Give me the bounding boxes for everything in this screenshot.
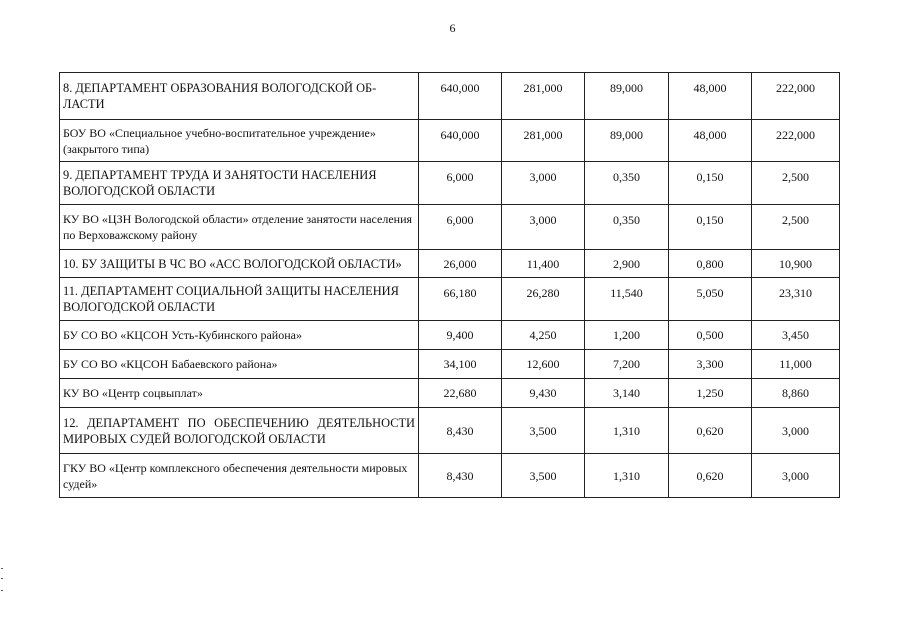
value-cell: 1,200 [585,321,669,350]
value-cell: 48,000 [669,120,752,162]
row-name: БОУ ВО «Специальное учебно-воспитательное учреждение» (закрытого типа) [60,120,419,162]
value-cell: 48,000 [669,73,752,120]
value-cell: 0,800 [669,250,752,278]
scan-edge-mark [1,590,3,591]
value-cell: 2,900 [585,250,669,278]
value-cell: 1,310 [585,408,669,454]
value-cell: 89,000 [585,120,669,162]
value-cell: 3,500 [502,454,585,498]
value-cell: 9,430 [502,379,585,408]
scan-edge-mark [1,568,3,569]
value-cell: 0,350 [585,162,669,205]
value-cell: 34,100 [419,350,502,379]
table-row [60,162,840,205]
value-cell: 6,000 [419,162,502,205]
row-name: БУ СО ВО «КЦСОН Бабаевского района» [60,350,419,379]
value-cell: 3,450 [752,321,840,350]
table-row [60,73,840,120]
table-row [60,321,840,350]
value-cell: 7,200 [585,350,669,379]
budget-table [59,72,840,498]
table-row [60,454,840,498]
value-cell: 66,180 [419,278,502,321]
value-cell: 6,000 [419,205,502,250]
value-cell: 222,000 [752,73,840,120]
value-cell: 3,000 [752,408,840,454]
row-name: БУ СО ВО «КЦСОН Усть-Кубинского района» [60,321,419,350]
value-cell: 281,000 [502,73,585,120]
table-row [60,350,840,379]
value-cell: 3,500 [502,408,585,454]
value-cell: 8,430 [419,408,502,454]
row-name: ГКУ ВО «Центр комплексного обеспечения деятельности мировых судей» [60,454,419,498]
value-cell: 26,280 [502,278,585,321]
row-name: 12. ДЕПАРТАМЕНТ ПО ОБЕСПЕЧЕНИЮ ДЕЯТЕЛЬНОСТИ МИРОВЫХ СУДЕЙ ВОЛОГОДСКОЙ ОБЛАСТИ [60,408,419,454]
value-cell: 0,150 [669,162,752,205]
value-cell: 222,000 [752,120,840,162]
value-cell: 22,680 [419,379,502,408]
value-cell: 1,250 [669,379,752,408]
value-cell: 10,900 [752,250,840,278]
value-cell: 3,000 [502,162,585,205]
row-name: 10. БУ ЗАЩИТЫ В ЧС ВО «АСС ВОЛОГОДСКОЙ ОБЛАСТИ» [60,250,419,278]
row-name: 9. ДЕПАРТАМЕНТ ТРУДА И ЗАНЯТОСТИ НАСЕЛЕНИЯ ВОЛОГОДСКОЙ ОБЛАСТИ [60,162,419,205]
page-number: 6 [449,21,456,35]
table-row [60,408,840,454]
row-name: 8. ДЕПАРТАМЕНТ ОБРАЗОВАНИЯ ВОЛОГОДСКОЙ ОБ-ЛАСТИ [60,73,419,120]
row-name: КУ ВО «Центр соцвыплат» [60,379,419,408]
value-cell: 0,350 [585,205,669,250]
row-name: 11. ДЕПАРТАМЕНТ СОЦИАЛЬНОЙ ЗАЩИТЫ НАСЕЛЕНИЯ ВОЛОГОДСКОЙ ОБЛАСТИ [60,278,419,321]
table-row [60,379,840,408]
table-row [60,205,840,250]
value-cell: 640,000 [419,73,502,120]
value-cell: 3,300 [669,350,752,379]
value-cell: 8,430 [419,454,502,498]
value-cell: 0,620 [669,408,752,454]
value-cell: 2,500 [752,205,840,250]
value-cell: 23,310 [752,278,840,321]
value-cell: 5,050 [669,278,752,321]
value-cell: 3,000 [752,454,840,498]
table-row [60,120,840,162]
value-cell: 9,400 [419,321,502,350]
value-cell: 26,000 [419,250,502,278]
value-cell: 3,000 [502,205,585,250]
value-cell: 11,540 [585,278,669,321]
value-cell: 1,310 [585,454,669,498]
value-cell: 12,600 [502,350,585,379]
row-name: КУ ВО «ЦЗН Вологодской области» отделение занятости населения по Верховажскому району [60,205,419,250]
value-cell: 2,500 [752,162,840,205]
table-row [60,250,840,278]
value-cell: 281,000 [502,120,585,162]
table-row [60,278,840,321]
value-cell: 11,400 [502,250,585,278]
value-cell: 11,000 [752,350,840,379]
value-cell: 0,620 [669,454,752,498]
value-cell: 640,000 [419,120,502,162]
value-cell: 0,150 [669,205,752,250]
scan-edge-mark [1,578,3,579]
value-cell: 0,500 [669,321,752,350]
value-cell: 8,860 [752,379,840,408]
value-cell: 4,250 [502,321,585,350]
value-cell: 3,140 [585,379,669,408]
value-cell: 89,000 [585,73,669,120]
